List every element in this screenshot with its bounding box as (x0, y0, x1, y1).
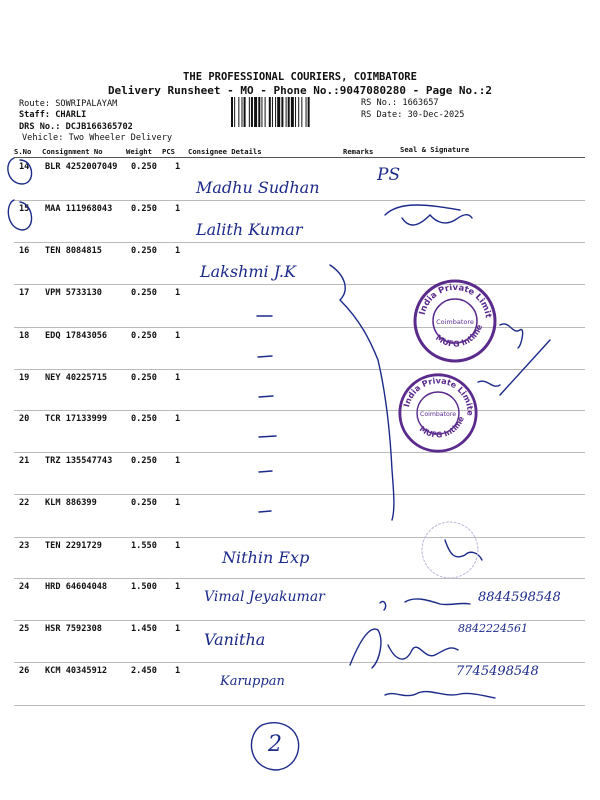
row-sno: 24 (19, 582, 30, 592)
staff-label: Staff: CHARLI (19, 110, 87, 120)
col-weight: Weight (126, 147, 152, 156)
row-weight: 2.450 (131, 666, 157, 676)
row-consignment-no: NEY 40225715 (45, 373, 108, 383)
row-pcs: 1 (175, 162, 181, 172)
row-weight: 0.250 (131, 162, 157, 172)
row-sno: 16 (19, 246, 30, 256)
row-weight: 0.250 (131, 456, 157, 466)
handwritten-name-14: Madhu Sudhan (196, 178, 320, 197)
handwritten-name-24: Vimal Jeyakumar (204, 589, 325, 605)
row-consignment-no: VPM 5733130 (45, 288, 102, 298)
row-sno: 21 (19, 456, 30, 466)
row-sno: 15 (19, 204, 30, 214)
col-consignment: Consignment No (42, 147, 103, 156)
row-consignment-no: HRD 64604048 (45, 582, 108, 592)
row-weight: 0.250 (131, 288, 157, 298)
row-weight: 0.250 (131, 246, 157, 256)
row-consignment-no: TEN 2291729 (45, 541, 102, 551)
row-pcs: 1 (175, 582, 181, 592)
row-pcs: 1 (175, 373, 181, 383)
row-sno: 17 (19, 288, 30, 298)
row-consignment-no: EDQ 17843056 (45, 331, 108, 341)
col-remarks: Remarks (343, 147, 374, 156)
handwritten-name-15: Lalith Kumar (196, 220, 303, 239)
row-weight: 0.250 (131, 204, 157, 214)
svg-text:India Private Limited: India Private Limite (401, 375, 476, 416)
row-pcs: 1 (175, 666, 181, 676)
vehicle-label: Vehicle: Two Wheeler Delivery (22, 133, 173, 143)
handwritten-page-number: 2 (268, 732, 282, 757)
row-consignment-no: BLR 4252007049 (45, 162, 118, 172)
row-weight: 0.250 (131, 331, 157, 341)
row-pcs: 1 (175, 288, 181, 298)
runsheet-subtitle: Delivery Runsheet - MO - Phone No.:9047080280 - Page No.:2 (107, 84, 493, 97)
route-label: Route: SOWRIPALAYAM (19, 99, 118, 109)
svg-text:MUFG Intime: MUFG Intime (433, 323, 485, 349)
svg-text:Coimbatore: Coimbatore (420, 410, 456, 418)
row-sno: 14 (19, 162, 30, 172)
svg-text:MUFG Intime: MUFG Intime (417, 415, 466, 440)
row-consignment-no: TEN 8084815 (45, 246, 102, 256)
row-pcs: 1 (175, 331, 181, 341)
handwritten-initials-14: PS (377, 165, 401, 185)
handwritten-phone-25: 8842224561 (458, 622, 528, 635)
handwritten-phone-26: 7745498548 (456, 664, 539, 679)
handwritten-phone-24: 8844598548 (478, 590, 561, 605)
col-consignee-details: Consignee Details (188, 147, 262, 156)
row-pcs: 1 (175, 456, 181, 466)
row-pcs: 1 (175, 541, 181, 551)
row-pcs: 1 (175, 204, 181, 214)
drs-label: DRS No.: DCJB166365702 (19, 122, 133, 132)
col-sno: S.No (14, 147, 32, 156)
row-sno: 22 (19, 498, 30, 508)
rs-number: RS No.: 1663657 (361, 98, 439, 108)
row-pcs: 1 (175, 624, 181, 634)
row-sno: 23 (19, 541, 30, 551)
handwritten-name-16: Lakshmi J.K (200, 262, 296, 281)
rs-date: RS Date: 30-Dec-2025 (361, 110, 465, 120)
row-consignment-no: KLM 886399 (45, 498, 97, 508)
row-sno: 18 (19, 331, 30, 341)
company-title: THE PROFESSIONAL COURIERS, COIMBATORE (183, 71, 417, 83)
row-consignment-no: HSR 7592308 (45, 624, 102, 634)
svg-text:Coimbatore: Coimbatore (436, 318, 474, 326)
row-pcs: 1 (175, 246, 181, 256)
row-sno: 20 (19, 414, 30, 424)
svg-text:India Private Limited: India Private Limit (417, 282, 493, 319)
row-weight: 1.500 (131, 582, 157, 592)
handwritten-name-25: Vanitha (204, 630, 266, 649)
row-sno: 25 (19, 624, 30, 634)
row-weight: 1.550 (131, 541, 157, 551)
row-weight: 0.250 (131, 373, 157, 383)
row-consignment-no: MAA 111968043 (45, 204, 113, 214)
row-weight: 1.450 (131, 624, 157, 634)
row-weight: 0.250 (131, 498, 157, 508)
col-pcs: PCS (162, 147, 175, 156)
row-consignment-no: TRZ 135547743 (45, 456, 113, 466)
row-sno: 26 (19, 666, 30, 676)
col-seal-signature: Seal & Signature (400, 145, 470, 154)
row-consignment-no: TCR 17133999 (45, 414, 108, 424)
row-weight: 0.250 (131, 414, 157, 424)
row-pcs: 1 (175, 498, 181, 508)
handwritten-name-23: Nithin Exp (222, 548, 310, 567)
row-pcs: 1 (175, 414, 181, 424)
row-consignment-no: KCM 40345912 (45, 666, 108, 676)
row-sno: 19 (19, 373, 30, 383)
handwritten-name-26: Karuppan (220, 674, 285, 689)
